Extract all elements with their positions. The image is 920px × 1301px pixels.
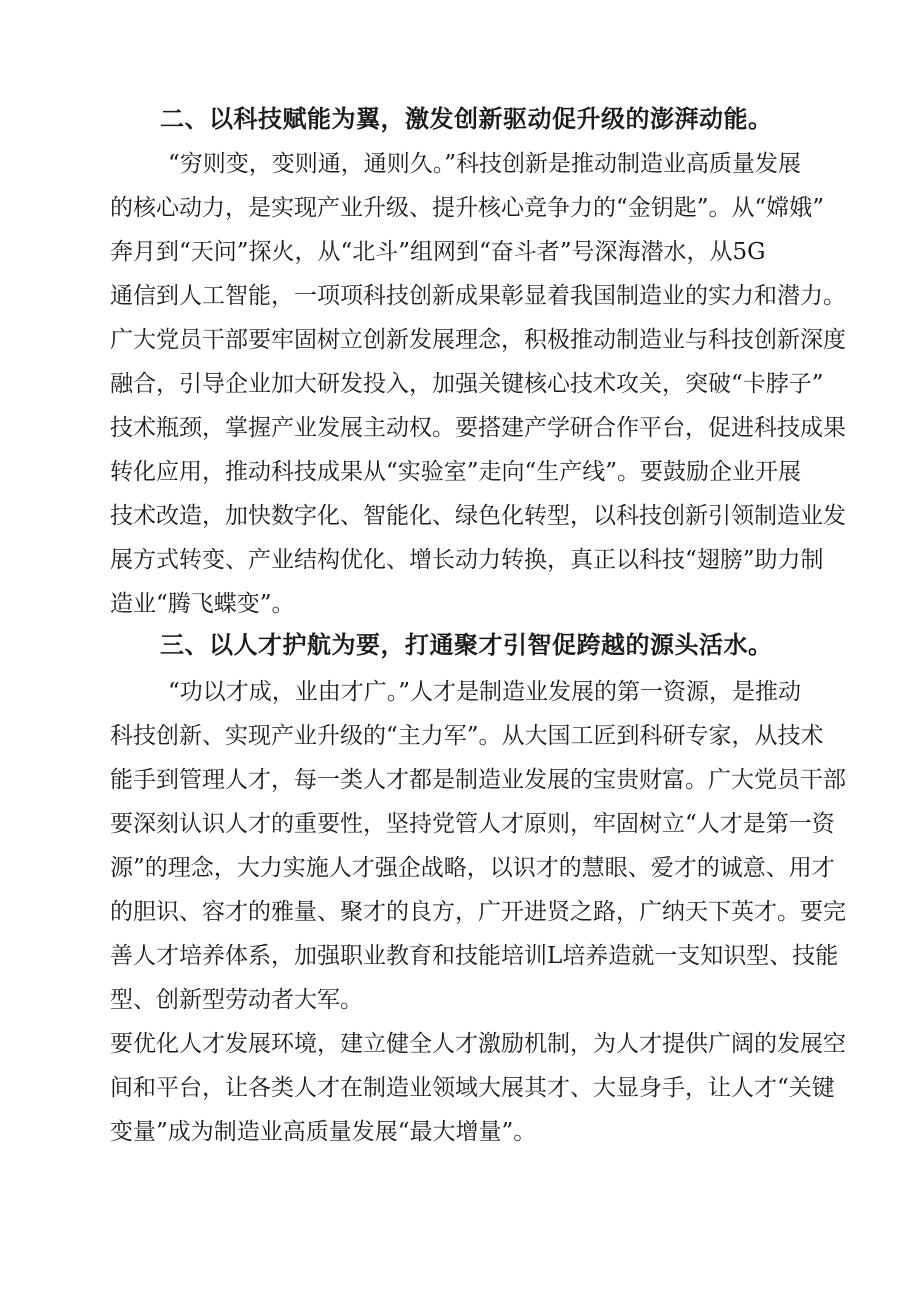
section-2-line-9: 技术改造，加快数字化、智能化、绿色化转型，以科技创新引领制造业发 [110, 503, 846, 529]
section-2-line-2: 的核心动力，是实现产业升级、提升核心竞争力的“金钥匙”。从“嫦娥” [110, 195, 825, 221]
section-2-heading: 二、以科技赋能为翼，激发创新驱动促升级的澎湃动能。 [160, 105, 773, 133]
section-3-heading: 三、以人才护航为要，打通聚才引智促跨越的源头活水。 [160, 631, 773, 659]
section-2-line-4: 通信到人工智能，一项项科技创新成果彰显着我国制造业的实力和潜力。 [110, 283, 846, 309]
section-2-line-1: “穷则变，变则通，通则久。”科技创新是推动制造业高质量发展 [168, 151, 802, 177]
section-2-line-5: 广大党员干部要牢固树立创新发展理念，积极推动制造业与科技创新深度 [110, 327, 846, 353]
section-3-line-1: “功以才成，业由才广。”人才是制造业发展的第一资源，是推动 [168, 679, 802, 705]
section-3-line-9: 要优化人才发展环境，建立健全人才激励机制，为人才提供广阔的发展空 [110, 1031, 846, 1057]
section-2-line-6: 融合，引导企业加大研发投入，加强关键核心技术攻关，突破“卡脖子” [110, 371, 824, 397]
section-3-line-5: 源”的理念，大力实施人才强企战略，以识才的慧眼、爱才的诚意、用才 [110, 855, 835, 881]
section-3-line-8: 型、创新型劳动者大军。 [110, 987, 363, 1013]
section-3-line-10: 间和平台，让各类人才在制造业领域大展其才、大显身手，让人才“关键 [110, 1075, 835, 1101]
section-2-line-7: 技术瓶颈，掌握产业发展主动权。要搭建产学研合作平台，促进科技成果 [110, 415, 846, 441]
section-2-line-10: 展方式转变、产业结构优化、增长动力转换，真正以科技“翅膀”助力制 [110, 547, 824, 573]
section-3-line-2: 科技创新、实现产业升级的“主力军”。从大国工匠到科研专家，从技术 [110, 723, 824, 749]
section-3-line-7: 善人才培养体系，加强职业教育和技能培训L培养造就一支知识型、技能 [110, 943, 839, 969]
section-2-line-11: 造业“腾飞蝶变”。 [110, 591, 295, 617]
section-2-line-3: 奔月到“天问”探火，从“北斗”组网到“奋斗者”号深海潜水，从5G [110, 239, 766, 265]
section-3-line-3: 能手到管理人才，每一类人才都是制造业发展的宝贵财富。广大党员干部 [110, 767, 846, 793]
section-3-line-6: 的胆识、容才的雅量、聚才的良方，广开进贤之路，广纳天下英才。要完 [110, 899, 846, 925]
section-3-line-11: 变量”成为制造业高质量发展“最大增量”。 [110, 1119, 537, 1145]
section-2-line-8: 转化应用，推动科技成果从“实验室”走向“生产线”。要鼓励企业开展 [110, 459, 802, 485]
section-3-line-4: 要深刻认识人才的重要性，坚持党管人才原则，牢固树立“人才是第一资 [110, 811, 835, 837]
